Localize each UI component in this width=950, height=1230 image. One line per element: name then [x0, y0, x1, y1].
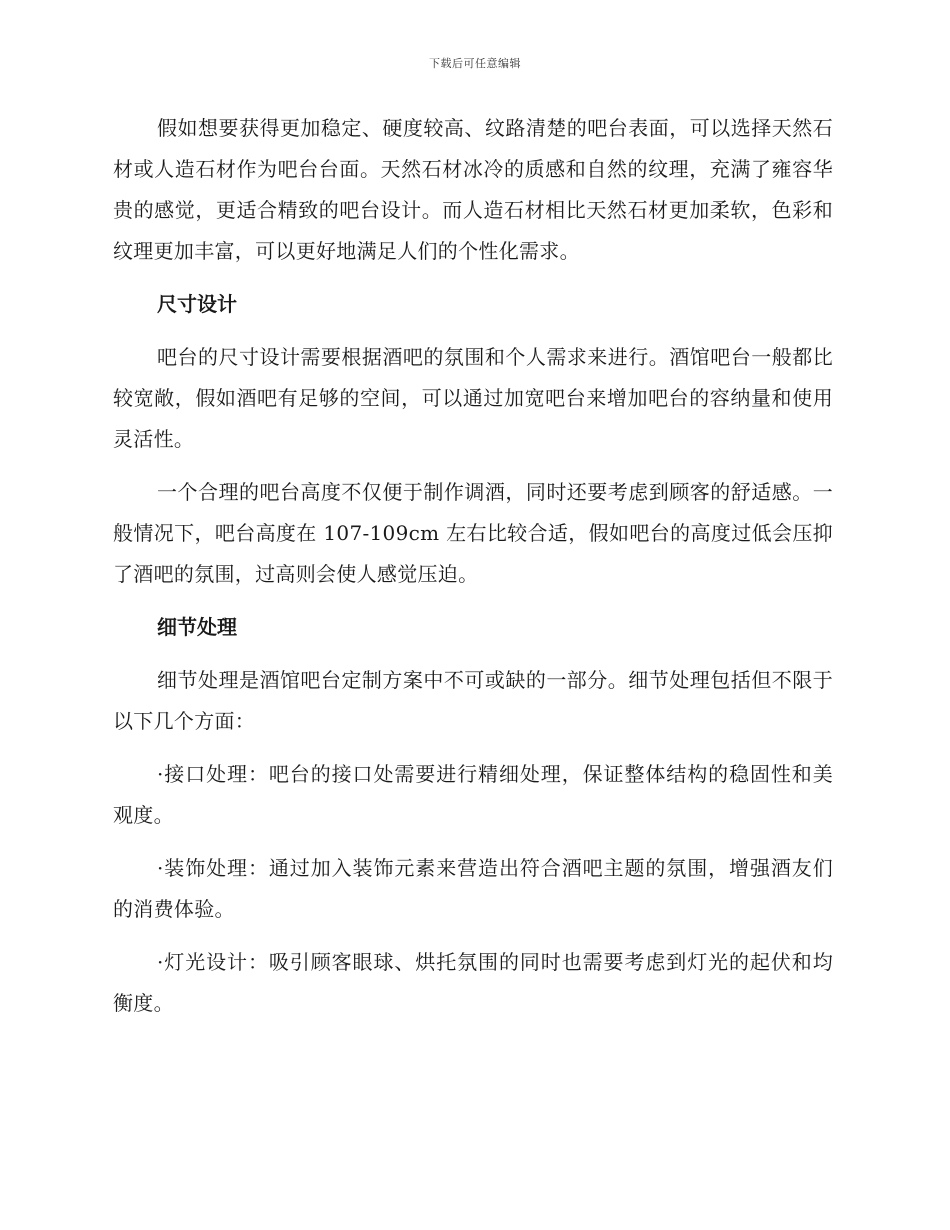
- section-heading-detail-handling: 细节处理: [157, 615, 237, 639]
- page-header: 下载后可任意编辑: [429, 57, 521, 70]
- paragraph-size-height: 一个合理的吧台高度不仅便于制作调酒，同时还要考虑到顾客的舒适感。一般情况下，吧台高度在 107-109cm 左右比较合适，假如吧台的高度过低会压抑了酒吧的氛围，过高则会使人感觉压迫。: [113, 480, 833, 586]
- paragraph-size-width: 吧台的尺寸设计需要根据酒吧的氛围和个人需求来进行。酒馆吧台一般都比较宽敞，假如酒吧有足够的空间，可以通过加宽吧台来增加吧台的容纳量和使用灵活性。: [113, 345, 833, 451]
- list-item-joint-handling: [113, 754, 833, 836]
- list-item-text: 灯光设计：吸引顾客眼球、烘托氛围的同时也需要考虑到灯光的起伏和均衡度。: [113, 950, 833, 1015]
- paragraph-countertop-material: 假如想要获得更加稳定、硬度较高、纹路清楚的吧台表面，可以选择天然石材或人造石材作为吧台台面。天然石材冰冷的质感和自然的纹理，充满了雍容华贵的感觉，更适合精致的吧台设计。而人造石材相比天然石材更加柔软，色彩和纹理更加丰富，可以更好地满足人们的个性化需求。: [113, 116, 833, 263]
- list-item-text: 接口处理：吧台的接口处需要进行精细处理，保证整体结构的稳固性和美观度。: [113, 762, 833, 827]
- bullet-mark: ·: [157, 950, 164, 974]
- list-item-lighting-design: [113, 942, 833, 1024]
- list-item-text: 装饰处理：通过加入装饰元素来营造出符合酒吧主题的氛围，增强酒友们的消费体验。: [113, 856, 833, 921]
- bullet-mark: ·: [157, 856, 164, 880]
- bullet-mark: ·: [157, 762, 164, 786]
- paragraph-detail-intro: 细节处理是酒馆吧台定制方案中不可或缺的一部分。细节处理包括但不限于以下几个方面：: [113, 668, 833, 733]
- document-body: [113, 108, 833, 1036]
- list-item-decoration-handling: [113, 848, 833, 930]
- section-heading-size-design: 尺寸设计: [157, 292, 237, 316]
